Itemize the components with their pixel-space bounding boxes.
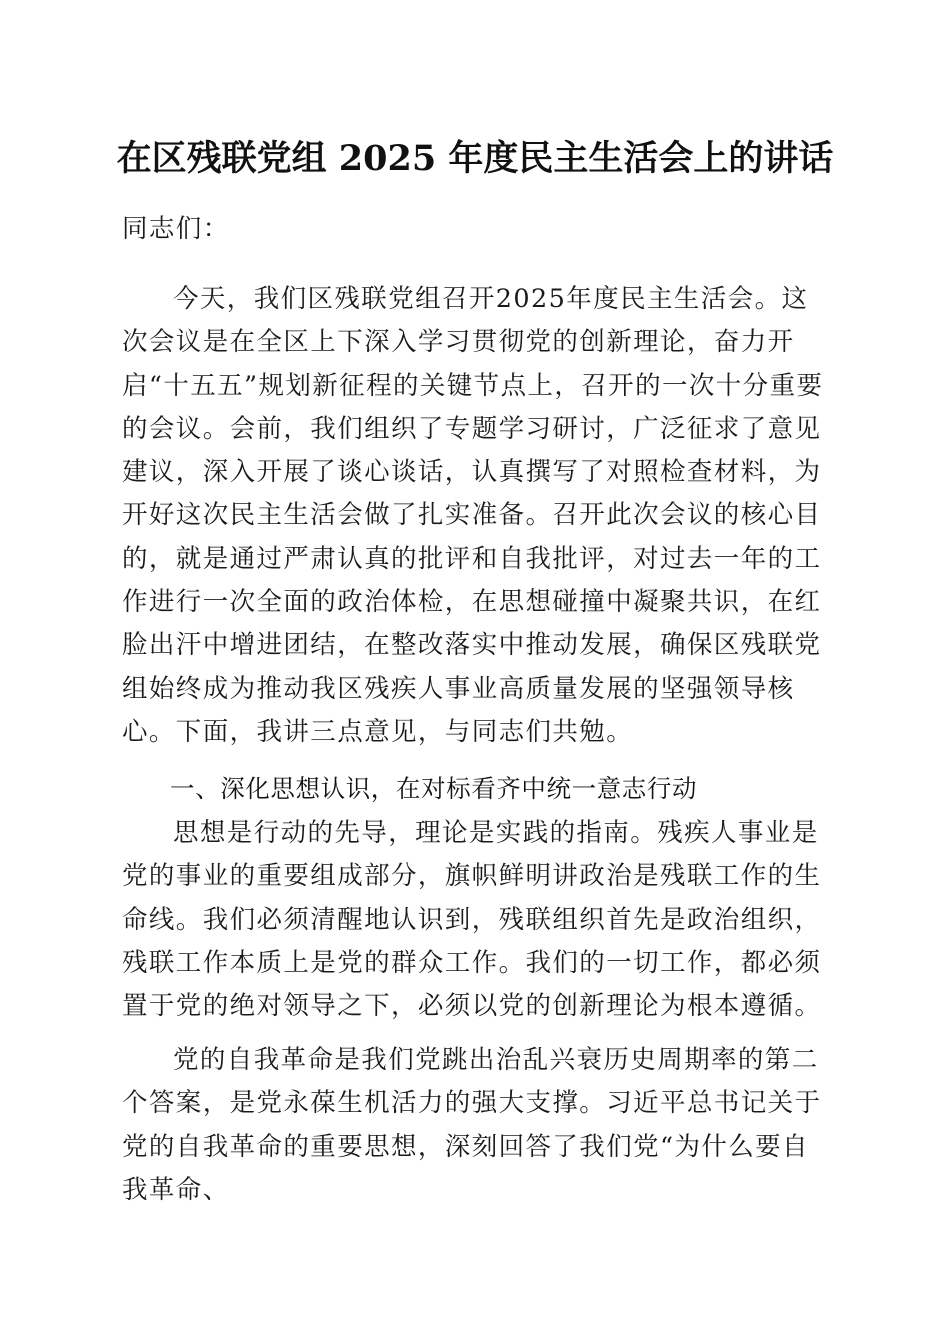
section-heading-1: 一、深化思想认识，在对标看齐中统一意志行动 — [170, 774, 698, 803]
document-title: 在区残联党组 2025 年度民主生活会上的讲话 — [116, 138, 834, 179]
salutation: 同志们： — [122, 214, 230, 244]
paragraph-ideology: 思想是行动的先导，理论是实践的指南。残疾人事业是党的事业的重要组成部分，旗帜鲜明讲政治是残联工作的生命线。我们必须清醒地认识到，残联组织首先是政治组织，残联工作本质上是党的群众工作。我们的一切工作，都必须置于党的绝对领导之下，必须以党的创新理论为根本遵循。 — [122, 818, 822, 1022]
paragraph-opening: 今天，我们区残联党组召开2025年度民主生活会。这次会议是在全区上下深入学习贯彻党的创新理论，奋力开启“十五五”规划新征程的关键节点上，召开的一次十分重要的会议。会前，我们组织了专题学习研讨，广泛征求了意见建议，深入开展了谈心谈话，认真撰写了对照检查材料，为开好这次民主生活会做了扎实准备。召开此次会议的核心目的，就是通过严肃认真的批评和自我批评，对过去一年的工作进行一次全面的政治体检，在思想碰撞中凝聚共识，在红脸出汗中增进团结，在整改落实中推动发展，确保区残联党组始终成为推动我区残疾人事业高质量发展的坚强领导核心。下面，我讲三点意见，与同志们共勉。 — [122, 284, 824, 747]
paragraph-self-revolution: 党的自我革命是我们党跳出治乱兴衰历史周期率的第二个答案，是党永葆生机活力的强大支撑。习近平总书记关于党的自我革命的重要思想，深刻回答了我们党“为什么要自我革命、 — [122, 1045, 822, 1205]
